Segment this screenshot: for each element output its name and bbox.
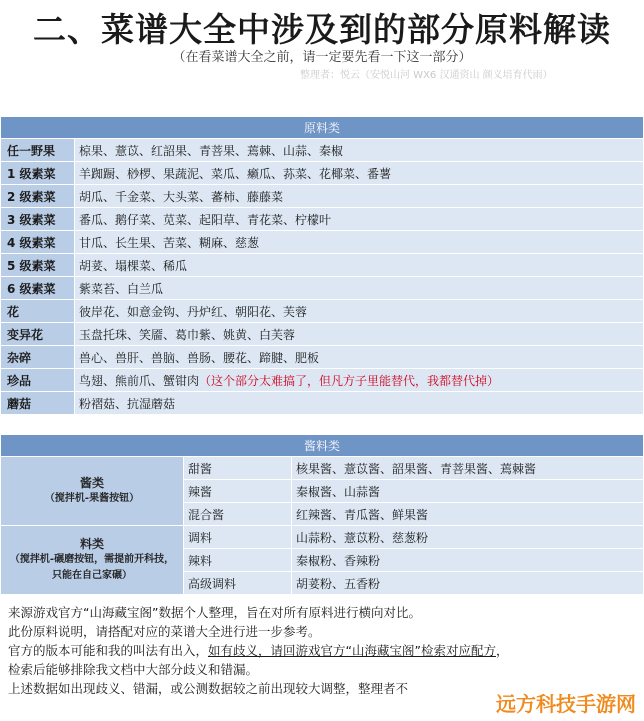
sauce-table [0, 434, 644, 595]
sub-category-cell: 高级调料 [184, 572, 292, 595]
category-cell: 花 [1, 300, 75, 323]
items-text: 兽心、兽肝、兽脑、兽肠、腰花、蹄腱、肥板 [79, 350, 320, 365]
table-row [1, 323, 644, 346]
note-line: 检索后能够排除我文档中大部分歧义和错漏。 [8, 662, 259, 677]
site-logo: 远方科技手游网 [492, 688, 640, 717]
table-row [1, 185, 644, 208]
items-text: 胡瓜、千金菜、大头菜、蕃柿、藤藤菜 [79, 189, 284, 204]
items-cell [75, 231, 644, 254]
table-row [1, 139, 644, 162]
items-text: 羊踟蹰、桫椤、果蔬泥、菜瓜、癞瓜、荪菜、花椰菜、番薯 [79, 166, 392, 181]
group-name: 料类 [79, 537, 104, 551]
sauce-table-header: 酱料类 [1, 435, 644, 457]
page-title: 二、菜谱大全中涉及到的部分原料解读 [33, 10, 611, 49]
table-row [1, 208, 644, 231]
table-row [1, 277, 644, 300]
note-text: ， [495, 643, 509, 658]
group-desc: （搅拌机-果酱按钮） [44, 493, 140, 504]
items-note: （这个部分太难搞了，但凡方子里能替代，我都替代掉） [199, 373, 500, 388]
category-cell: 2 级素菜 [1, 185, 75, 208]
table-row [1, 457, 644, 480]
note-line: 来源游戏官方“山海藏宝阁”数据个人整理，旨在对所有原料进行横向对比。 [8, 605, 421, 620]
note-line [8, 641, 638, 660]
category-cell: 3 级素菜 [1, 208, 75, 231]
sub-category-cell: 甜酱 [184, 457, 292, 480]
group-desc: （搅拌机-碾磨按钮，需提前开科技，只能在自己家碾） [9, 554, 175, 581]
table-row [1, 526, 644, 549]
group-name: 酱类 [79, 476, 104, 490]
table-row [1, 300, 644, 323]
sub-category-cell: 辣酱 [184, 480, 292, 503]
table-row [1, 231, 644, 254]
note-underlined: 如有歧义，请回游戏官方“山海藏宝阁”检索对应配方 [208, 643, 496, 658]
category-cell: 1 级素菜 [1, 162, 75, 185]
table-row [1, 369, 644, 392]
category-cell: 4 级素菜 [1, 231, 75, 254]
items-text: 胡荽、塌棵菜、稀瓜 [79, 258, 188, 273]
items-cell [75, 392, 644, 415]
raw-table-header: 原料类 [1, 117, 644, 139]
items-cell [75, 323, 644, 346]
items-cell: 红辣酱、青瓜酱、鲜果酱 [292, 503, 644, 526]
items-cell: 胡荽粉、五香粉 [292, 572, 644, 595]
items-text: 彼岸花、如意金钩、丹炉红、朝阳花、芙蓉 [79, 304, 308, 319]
notes [8, 603, 638, 698]
items-cell: 山蒜粉、薏苡粉、慈葱粉 [292, 526, 644, 549]
items-cell [75, 185, 644, 208]
items-cell [75, 300, 644, 323]
items-text: 紫菜苔、白兰瓜 [79, 281, 164, 296]
sub-category-cell: 混合酱 [184, 503, 292, 526]
group-cell [1, 526, 184, 595]
category-cell: 珍品 [1, 369, 75, 392]
items-text: 番瓜、鹅仔菜、苋菜、起阳草、青花菜、柠檬叶 [79, 212, 332, 227]
table-row [1, 392, 644, 415]
category-cell: 5 级素菜 [1, 254, 75, 277]
items-cell [75, 139, 644, 162]
items-text: 甘瓜、长生果、苦菜、糊麻、慈葱 [79, 235, 260, 250]
sub-category-cell: 调料 [184, 526, 292, 549]
note-line: 此份原料说明，请搭配对应的菜谱大全进行进一步参考。 [8, 624, 321, 639]
page-subtitle: （在看菜谱大全之前，请一定要先看一下这一部分） [172, 50, 472, 65]
note-line: 上述数据如出现歧义、错漏，或公测数据较之前出现较大调整，整理者不 [8, 681, 409, 696]
category-cell: 杂碎 [1, 346, 75, 369]
category-cell: 蘑菇 [1, 392, 75, 415]
category-cell: 任一野果 [1, 139, 75, 162]
table-row [1, 254, 644, 277]
group-cell [1, 457, 184, 526]
watermark-text: 整理者：悦云（安悦山河 WX6 汉通资山 颜义培育代雨） [300, 70, 553, 81]
items-cell [75, 254, 644, 277]
table-row [1, 162, 644, 185]
raw-material-table [0, 116, 644, 415]
items-cell [75, 346, 644, 369]
items-text: 鸟翅、熊前爪、蟹钳肉 [79, 373, 200, 388]
items-cell: 秦椒粉、香辣粉 [292, 549, 644, 572]
category-cell: 变异花 [1, 323, 75, 346]
items-cell [75, 162, 644, 185]
items-text: 粉褶菇、抗湿蘑菇 [79, 396, 176, 411]
items-cell: 秦椒酱、山蒜酱 [292, 480, 644, 503]
table-row [1, 346, 644, 369]
items-text: 椋果、薏苡、红詔果、青菩果、蔫棘、山蒜、秦椒 [79, 143, 344, 158]
note-text: 官方的版本可能和我的叫法有出入， [8, 643, 209, 658]
items-cell [75, 369, 644, 392]
items-cell [75, 208, 644, 231]
sub-category-cell: 辣料 [184, 549, 292, 572]
items-cell: 核果酱、薏苡酱、韶果酱、青菩果酱、蔫棘酱 [292, 457, 644, 480]
items-cell [75, 277, 644, 300]
items-text: 玉盘托珠、笑靥、葛巾紫、姚黄、白芙蓉 [79, 327, 296, 342]
category-cell: 6 级素菜 [1, 277, 75, 300]
